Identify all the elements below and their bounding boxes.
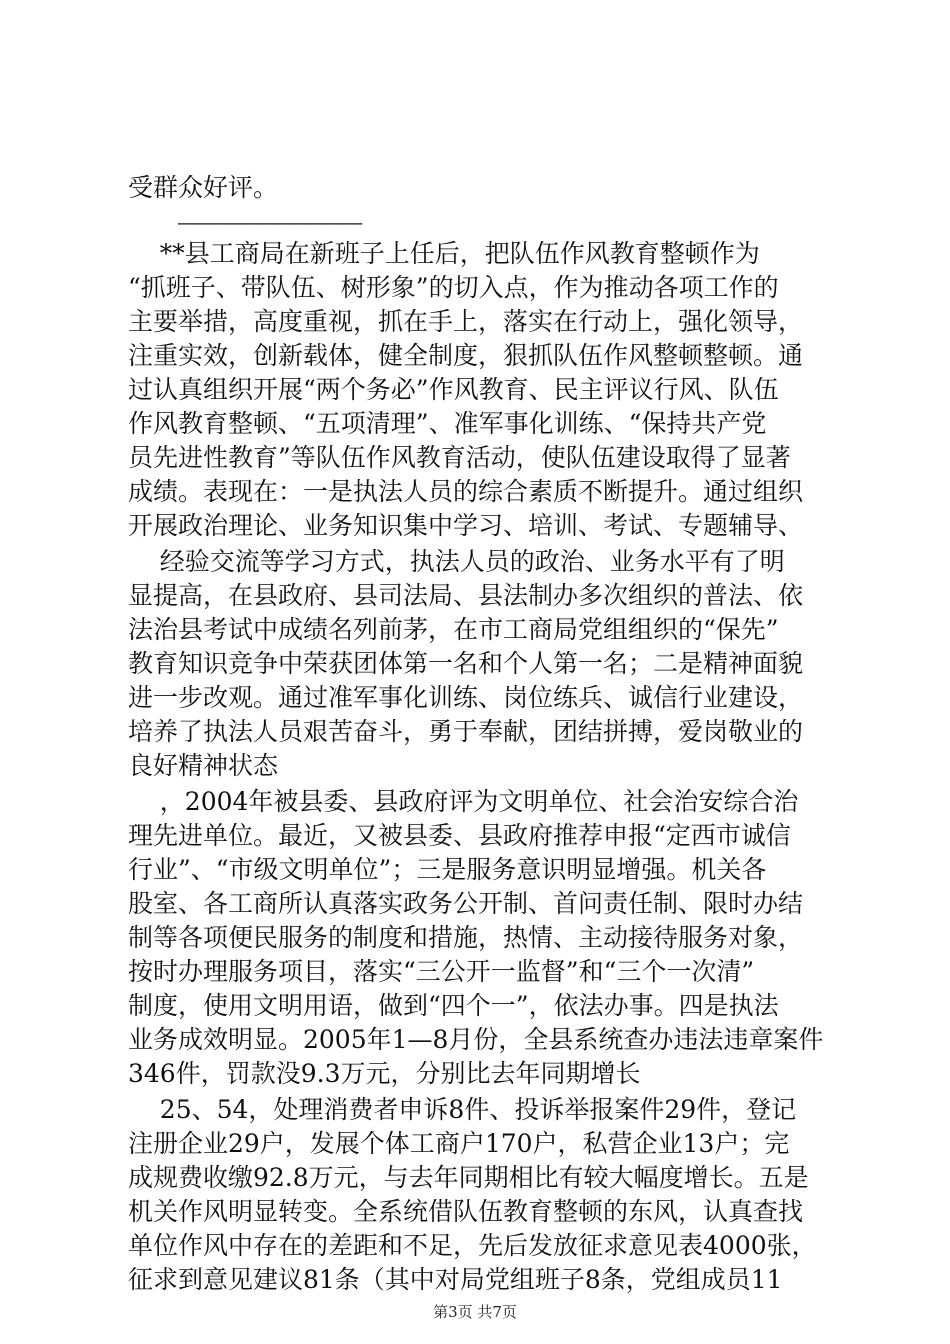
text-line: 进一步改观。通过准军事化训练、岗位练兵、诚信行业建设， — [128, 683, 804, 712]
text-line: 机关作风明显转变。全系统借队伍教育整顿的东风，认真查找 — [128, 1197, 804, 1226]
text-line: 行业”、“市级文明单位”；三是服务意识明显增强。机关各 — [128, 855, 767, 884]
text-line: 法治县考试中成绩名列前茅，在市工商局党组组织的“保先” — [128, 615, 779, 644]
text-line: 按时办理服务项目，落实“三公开一监督”和“三个一次清” — [128, 957, 755, 986]
text-line: 理先进单位。最近，又被县委、县政府推荐申报“定西市诚信 — [128, 821, 791, 850]
opening-line: 受群众好评。 — [128, 173, 279, 202]
text-line: 25、54，处理消费者申诉8件、投诉举报案件29件，登记 — [128, 1095, 797, 1124]
text-line: 过认真组织开展“两个务必”作风教育、民主评议行风、队伍 — [128, 375, 779, 404]
text-line: 注重实效，创新载体，健全制度，狠抓队伍作风整顿整顿。通 — [128, 341, 804, 370]
text-line: 开展政治理论、业务知识集中学习、培训、考试、专题辅导、 — [128, 511, 804, 540]
text-line: 业务成效明显。2005年1—8月份，全县系统查办违法违章案件 — [128, 1025, 824, 1054]
text-line: **县工商局在新班子上任后，把队伍作风教育整顿作为 — [128, 239, 760, 268]
text-line: 成绩。表现在：一是执法人员的综合素质不断提升。通过组织 — [128, 477, 804, 506]
text-line: 显提高，在县政府、县司法局、县法制办多次组织的普法、依 — [128, 581, 804, 610]
text-line: 股室、各工商所认真落实政务公开制、首问责任制、限时办结 — [128, 889, 804, 918]
text-line: 单位作风中存在的差距和不足，先后发放征求意见表4000张， — [128, 1231, 817, 1260]
text-line: ，2004年被县委、县政府评为文明单位、社会治安综合治 — [128, 787, 799, 816]
text-line: 教育知识竞争中荣获团体第一名和个人第一名；二是精神面貌 — [128, 649, 804, 678]
text-line: 经验交流等学习方式，执法人员的政治、业务水平有了明 — [128, 547, 785, 576]
text-line: 作风教育整顿、“五项清理”、准军事化训练、“保持共产党 — [128, 409, 767, 438]
text-line: 346件，罚款没9.3万元，分别比去年同期增长 — [128, 1059, 641, 1088]
text-line: 成规费收缴92.8万元，与去年同期相比有较大幅度增长。五是 — [128, 1163, 809, 1192]
text-line: 注册企业29户，发展个体工商户170户，私营企业13户；完 — [128, 1129, 790, 1158]
text-line: 培养了执法人员艰苦奋斗，勇于奉献，团结拼搏，爱岗敬业的 — [128, 717, 804, 746]
text-line: 制等各项便民服务的制度和措施，热情、主动接待服务对象， — [128, 923, 804, 952]
text-line: 良好精神状态 — [128, 751, 279, 780]
page-number: 第3页 共7页 — [433, 1303, 517, 1321]
text-line: 征求到意见建议81条（其中对局党组班子8条，党组成员11 — [128, 1265, 783, 1294]
text-line: 主要举措，高度重视，抓在手上，落实在行动上，强化领导， — [128, 307, 804, 336]
text-line: 员先进性教育”等队伍作风教育活动，使队伍建设取得了显著 — [128, 443, 791, 472]
text-line: 制度，使用文明用语，做到“四个一”，依法办事。四是执法 — [128, 991, 779, 1020]
section-divider: ————————————————— — [178, 213, 363, 234]
text-line: “抓班子、带队伍、树形象”的切入点，作为推动各项工作的 — [128, 273, 779, 302]
